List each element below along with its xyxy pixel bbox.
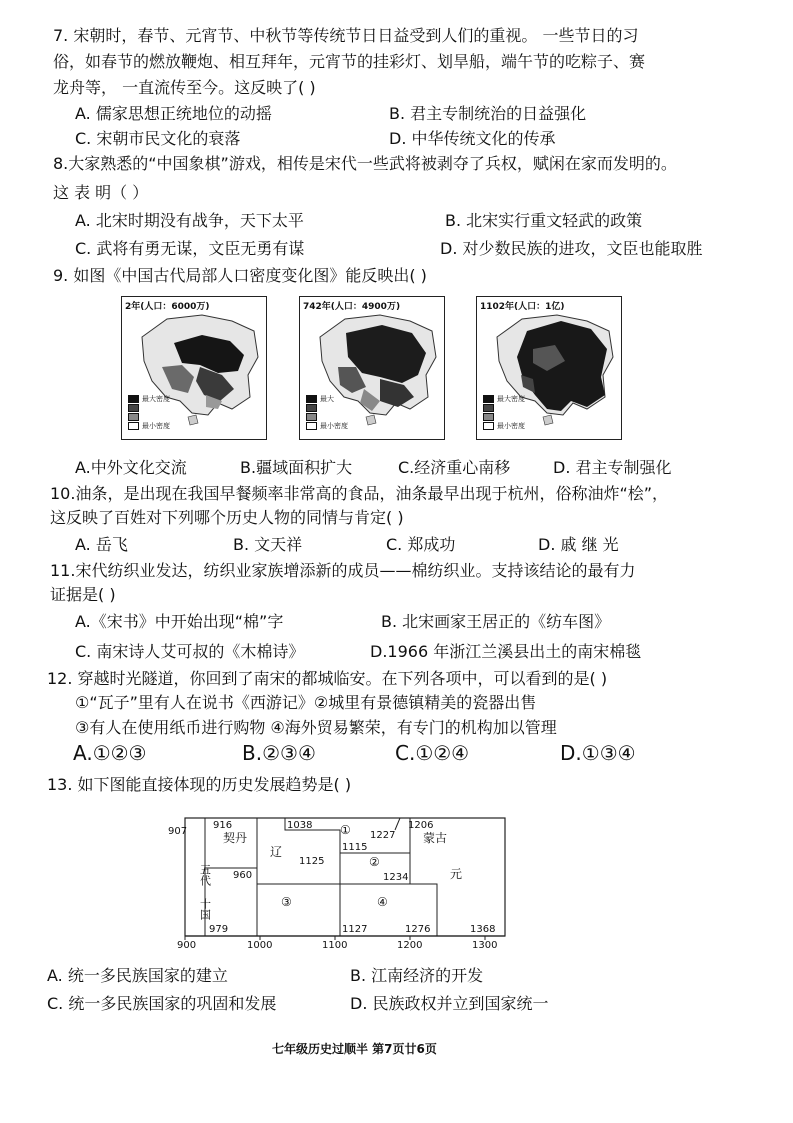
population-map-3 <box>476 296 622 440</box>
q8-option-a: A. 北宋时期没有战争，天下太平 <box>75 211 304 230</box>
axis-tick-1100: 1100 <box>322 940 348 951</box>
q9-stem: 9. 如图《中国古代局部人口密度变化图》能反映出( ) <box>53 266 427 285</box>
axis-tick-900: 900 <box>177 940 197 951</box>
map-1-label: 2年(人口：6000万) <box>125 302 210 312</box>
q11-stem-line1: 11.宋代纺织业发达，纺织业家族增添新的成员——棉纺织业。支持该结论的最有力 <box>50 561 636 580</box>
region-4: ④ <box>377 895 388 909</box>
axis-tick-1300: 1300 <box>472 940 498 951</box>
q7-option-a: A. 儒家思想正统地位的动摇 <box>75 104 272 123</box>
q8-stem-line2: 这 表 明（ ） <box>53 183 149 202</box>
q13-stem: 13. 如下图能直接体现的历史发展趋势是( ) <box>47 775 352 794</box>
year-1038: 1038 <box>287 820 313 831</box>
q11-option-b: B. 北宋画家王居正的《纺车图》 <box>381 612 611 631</box>
q11-option-d: D.1966 年浙江兰溪县出土的南宋棉毯 <box>370 642 642 661</box>
year-1115: 1115 <box>342 842 368 853</box>
year-916: 916 <box>213 820 233 831</box>
population-map-2 <box>299 296 445 440</box>
q11-option-c: C. 南宋诗人艾可叔的《木棉诗》 <box>75 642 305 661</box>
q7-option-d: D. 中华传统文化的传承 <box>389 129 556 148</box>
label-qidan: 契丹 <box>223 831 248 845</box>
q7-option-c: C. 宋朝市民文化的衰落 <box>75 129 241 148</box>
axis-tick-1200: 1200 <box>397 940 423 951</box>
q10-option-d: D. 戚 继 光 <box>538 535 619 554</box>
region-3: ③ <box>281 895 292 909</box>
label-liao: 辽 <box>270 845 283 859</box>
q7-stem-line1: 7. 宋朝时，春节、元宵节、中秋节等传统节日日益受到人们的重视。 一些节日的习 <box>53 26 639 45</box>
q9-option-d: D. 君主专制强化 <box>553 458 672 477</box>
map-1-legend: 最大密度 最小密度 <box>128 395 170 431</box>
q12-option-a: A.①②③ <box>73 741 147 765</box>
q8-option-b: B. 北宋实行重文轻武的政策 <box>445 211 643 230</box>
axis-tick-1000: 1000 <box>247 940 273 951</box>
label-menggu: 蒙古 <box>423 831 448 845</box>
q12-option-d: D.①③④ <box>560 741 636 765</box>
q7-stem-line2: 俗，如春节的燃放鞭炮、相互拜年，元宵节的挂彩灯、划旱船，端午节的吃粽子、赛 <box>53 52 646 71</box>
q10-option-b: B. 文天祥 <box>233 535 303 554</box>
q10-stem-line2: 这反映了百姓对下列哪个历史人物的同情与肯定( ) <box>50 508 404 527</box>
regime-timeline-diagram <box>165 808 515 958</box>
q10-option-c: C. 郑成功 <box>386 535 456 554</box>
q9-option-a: A.中外文化交流 <box>75 458 187 477</box>
q12-item-1-2: ①“瓦子”里有人在说书《西游记》②城里有景德镇精美的瓷器出售 <box>75 693 537 712</box>
q12-item-3-4: ③有人在使用纸币进行购物 ④海外贸易繁荣，有专门的机构加以管理 <box>75 718 557 737</box>
region-1: ① <box>340 823 351 837</box>
year-1206: 1206 <box>408 820 434 831</box>
q13-option-d: D. 民族政权并立到国家统一 <box>350 994 549 1013</box>
q10-stem-line1: 10.油条，是出现在我国早餐频率非常高的食品，油条最早出现于杭州，俗称油炸“桧”， <box>50 484 669 503</box>
q12-option-b: B.②③④ <box>242 741 316 765</box>
q12-option-c: C.①②④ <box>395 741 470 765</box>
region-2: ② <box>369 855 380 869</box>
population-map-1 <box>121 296 267 440</box>
year-1234: 1234 <box>383 872 409 883</box>
q11-stem-line2: 证据是( ) <box>50 585 116 604</box>
year-1227: 1227 <box>370 830 396 841</box>
q13-option-c: C. 统一多民族国家的巩固和发展 <box>47 994 277 1013</box>
q7-option-b: B. 君主专制统治的日益强化 <box>389 104 587 123</box>
q13-option-b: B. 江南经济的开发 <box>350 966 484 985</box>
map-2-label: 742年(人口：4900万) <box>303 302 401 312</box>
q10-option-a: A. 岳飞 <box>75 535 128 554</box>
map-3-legend: 最大密度 最小密度 <box>483 395 525 431</box>
q13-option-a: A. 统一多民族国家的建立 <box>47 966 228 985</box>
year-1276: 1276 <box>405 924 431 935</box>
map-3-label: 1102年(人口：1亿) <box>480 302 565 312</box>
q11-option-a: A.《宋书》中开始出现“棉”字 <box>75 612 284 631</box>
label-shiguo: 十国 <box>198 898 212 920</box>
q7-stem-line3: 龙舟等， 一直流传至今。这反映了( ) <box>53 78 316 97</box>
q8-option-c: C. 武将有勇无谋，文臣无勇有谋 <box>75 239 305 258</box>
map-2-legend: 最大 最小密度 <box>306 395 348 431</box>
year-1125: 1125 <box>299 856 325 867</box>
q8-option-d: D. 对少数民族的进攻，文臣也能取胜 <box>440 239 703 258</box>
label-yuan: 元 <box>450 867 463 881</box>
year-1368: 1368 <box>470 924 496 935</box>
year-907: 907 <box>168 826 188 837</box>
q12-stem: 12. 穿越时光隧道，你回到了南宋的都城临安。在下列各项中，可以看到的是( ) <box>47 669 608 688</box>
year-960: 960 <box>233 870 253 881</box>
q8-stem-line1: 8.大家熟悉的“中国象棋”游戏，相传是宋代一些武将被剥夺了兵权，赋闲在家而发明的。 <box>53 154 677 173</box>
year-1127: 1127 <box>342 924 368 935</box>
q9-option-b: B.疆域面积扩大 <box>240 458 353 477</box>
page-footer: 七年级历史过顺半 第7页廿6页 <box>272 1042 437 1056</box>
q9-option-c: C.经济重心南移 <box>398 458 511 477</box>
label-wudai: 五代 <box>198 864 212 886</box>
year-979: 979 <box>209 924 229 935</box>
